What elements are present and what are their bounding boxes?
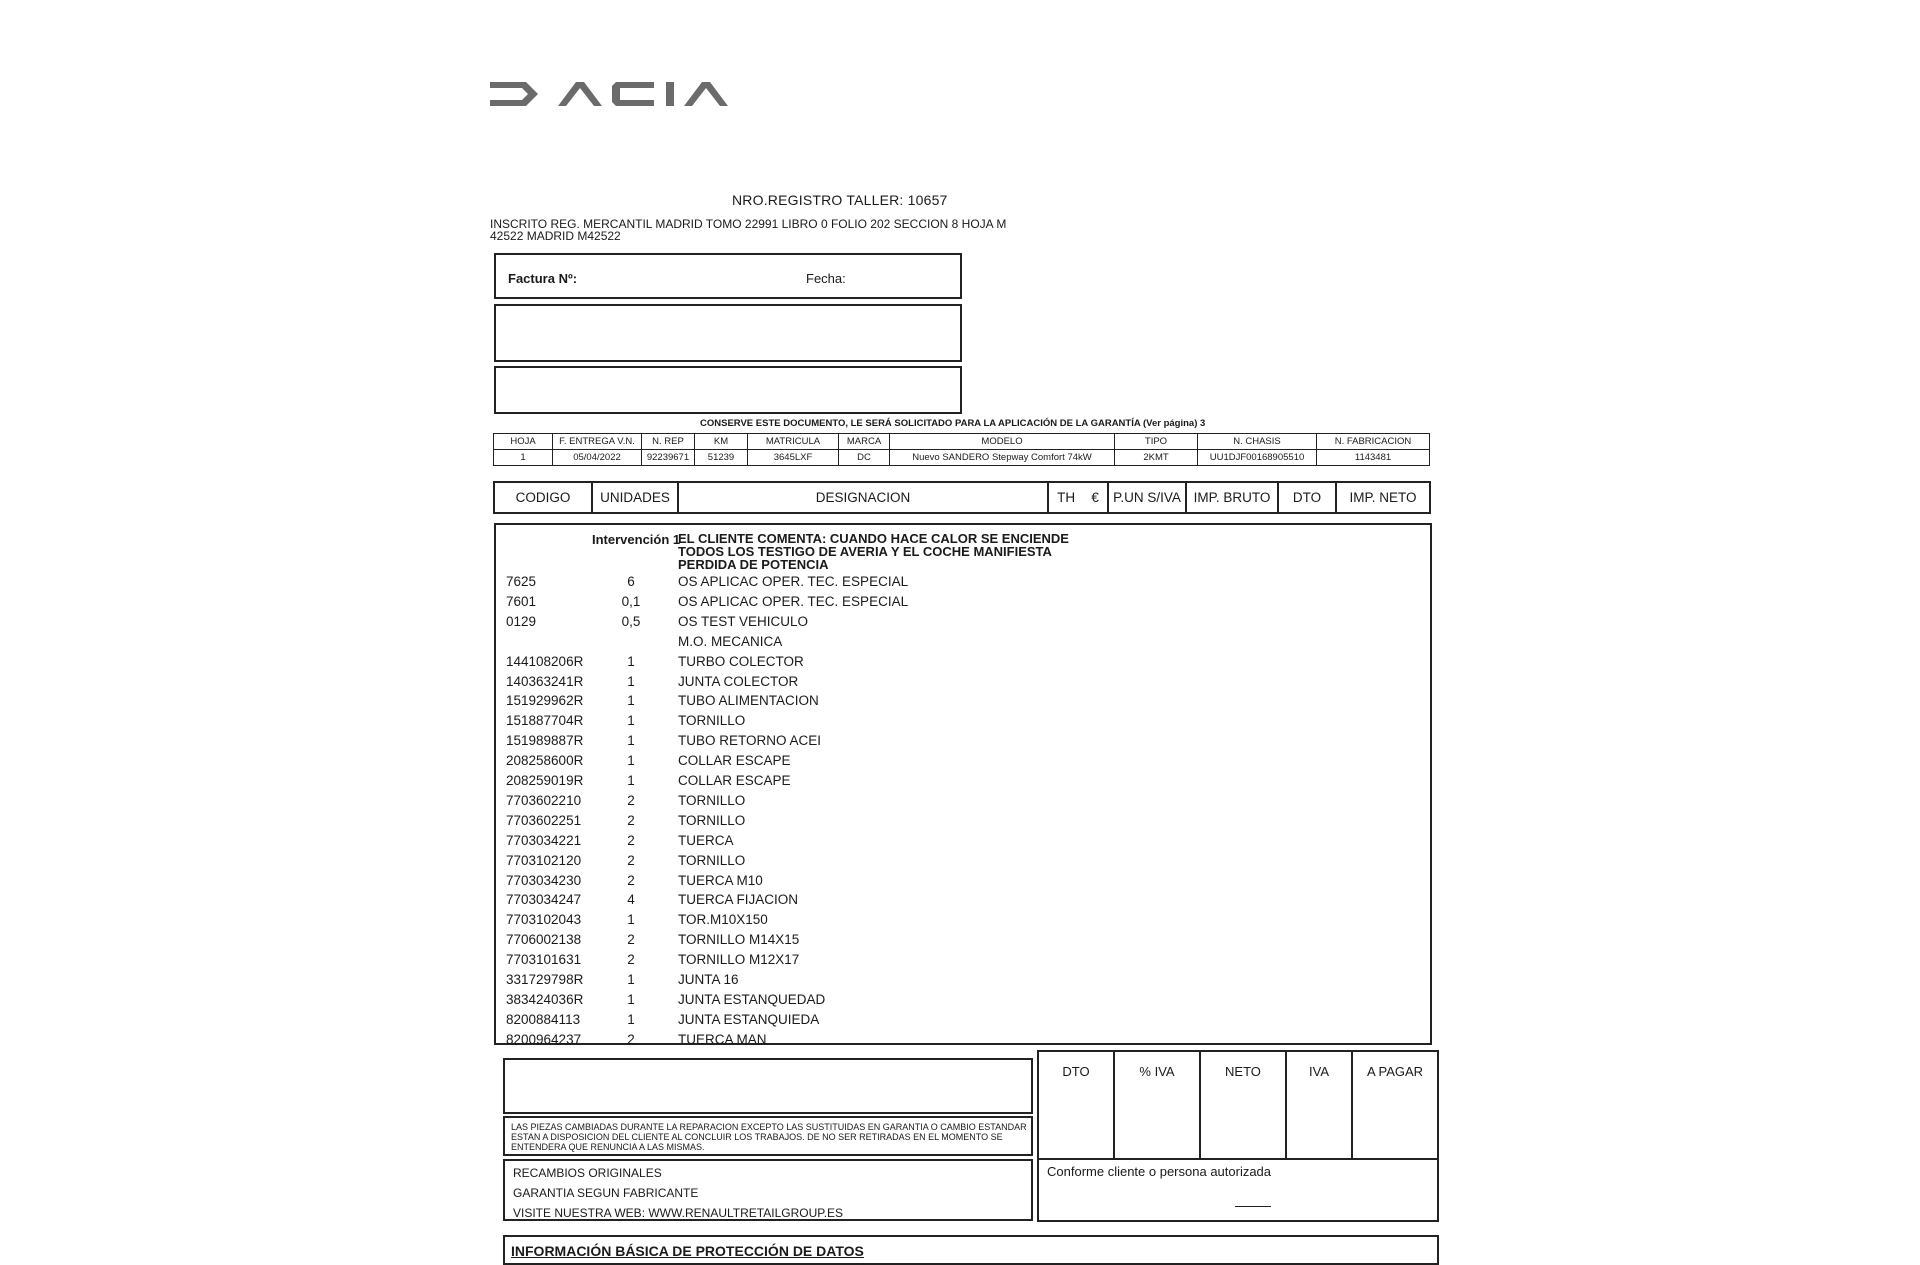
item-desc: JUNTA COLECTOR xyxy=(678,673,799,689)
item-units: 1 xyxy=(627,912,635,928)
signature-line xyxy=(1235,1206,1271,1207)
item-desc: TUERCA M10 xyxy=(678,872,763,888)
item-desc: TORNILLO M12X17 xyxy=(678,952,800,968)
item-units: 0,5 xyxy=(621,613,641,629)
item-row xyxy=(496,692,1430,710)
item-units: 1 xyxy=(627,991,635,1007)
intervencion-label: Intervención 1 xyxy=(592,532,681,547)
vehicle-value-cell: 1 xyxy=(494,450,553,466)
item-row xyxy=(496,971,1430,989)
col-codigo: CODIGO xyxy=(495,483,593,512)
notes-box xyxy=(503,1058,1033,1114)
vehicle-header-cell: TIPO xyxy=(1115,434,1198,450)
item-desc: TORNILLO xyxy=(678,713,746,729)
item-desc: COLLAR ESCAPE xyxy=(678,773,791,788)
item-code: 140363241R xyxy=(506,673,584,689)
item-units: 2 xyxy=(627,832,635,848)
item-code: 7703034230 xyxy=(506,872,582,888)
item-row xyxy=(496,1011,1430,1029)
item-code: 208259019R xyxy=(506,773,584,788)
item-code: 151989887R xyxy=(506,733,584,749)
intervencion-line: PERDIDA DE POTENCIA xyxy=(678,557,829,572)
footer-line: GARANTIA SEGUN FABRICANTE xyxy=(513,1186,699,1200)
proteccion-box xyxy=(503,1235,1439,1265)
client-box xyxy=(494,304,962,362)
intervencion-line: EL CLIENTE COMENTA: CUANDO HACE CALOR SE ENCIENDE xyxy=(678,531,1069,546)
col-th: TH xyxy=(1057,490,1076,505)
intervencion-line: TODOS LOS TESTIGO DE AVERIA Y EL COCHE MANIFIESTA xyxy=(678,544,1052,559)
vehicle-header-cell: N. REP xyxy=(642,434,695,450)
item-desc: OS TEST VEHICULO xyxy=(678,613,809,629)
item-row xyxy=(496,792,1430,810)
conforme-box xyxy=(1037,1160,1439,1222)
col-pun: P.UN S/IVA xyxy=(1109,483,1187,512)
item-desc: TORNILLO xyxy=(678,792,746,808)
item-code: 151887704R xyxy=(506,713,584,729)
item-code: 7703101631 xyxy=(506,952,582,968)
factura-label: Factura Nº: xyxy=(508,271,578,286)
item-row xyxy=(496,951,1430,969)
col-designacion: DESIGNACION xyxy=(679,483,1049,512)
total-a-pagar: A PAGAR xyxy=(1366,1064,1424,1079)
item-desc: TOR.M10X150 xyxy=(678,912,768,928)
item-row xyxy=(496,573,1430,591)
registro-taller: NRO.REGISTRO TALLER: 10657 xyxy=(732,192,948,208)
vehicle-value-cell: 2KMT xyxy=(1115,450,1198,466)
item-desc: JUNTA 16 xyxy=(678,972,739,987)
proteccion-title: INFORMACIÓN BÁSICA DE PROTECCIÓN DE DATOS xyxy=(511,1243,864,1259)
item-row xyxy=(496,931,1430,949)
item-row xyxy=(496,1031,1430,1049)
item-desc: TURBO COLECTOR xyxy=(678,653,804,669)
vehicle-value-cell: 3645LXF xyxy=(748,450,839,466)
total-neto: NETO xyxy=(1201,1052,1287,1158)
vehicle-value-cell: 1143481 xyxy=(1317,450,1430,466)
item-units: 2 xyxy=(627,952,635,968)
item-code: 8200964237 xyxy=(506,1031,582,1047)
item-units: 2 xyxy=(627,852,635,868)
item-units: 1 xyxy=(627,773,635,788)
totals-box xyxy=(1037,1050,1439,1160)
conforme-label: Conforme cliente o persona autorizada xyxy=(1047,1164,1272,1179)
item-desc: TUBO ALIMENTACION xyxy=(678,693,819,709)
item-desc: TUERCA xyxy=(678,832,734,848)
vehicle-header-cell: MATRICULA xyxy=(748,434,839,450)
col-th-euro xyxy=(1049,483,1109,512)
item-desc: TORNILLO M14X15 xyxy=(678,932,800,948)
col-dto: DTO xyxy=(1279,483,1337,512)
item-desc: TUERCA FIJACION xyxy=(678,892,799,908)
item-desc: TORNILLO xyxy=(678,852,746,868)
vehicle-table xyxy=(493,433,1430,466)
item-row xyxy=(496,712,1430,730)
item-units: 4 xyxy=(627,892,635,908)
vehicle-header-cell: MARCA xyxy=(839,434,890,450)
vehicle-value-cell: DC xyxy=(839,450,890,466)
item-code: 7703602251 xyxy=(506,812,582,828)
fecha-label: Fecha: xyxy=(806,271,846,286)
footer-box xyxy=(503,1159,1033,1221)
vehicle-header-cell: KM xyxy=(695,434,748,450)
col-unidades: UNIDADES xyxy=(593,483,679,512)
total-iva: IVA xyxy=(1287,1052,1353,1158)
item-units: 2 xyxy=(627,872,635,888)
item-code: 208258600R xyxy=(506,753,584,769)
item-row xyxy=(496,872,1430,890)
item-units: 2 xyxy=(627,792,635,808)
item-units: 1 xyxy=(627,693,635,709)
item-desc: TORNILLO xyxy=(678,812,746,828)
item-row xyxy=(496,752,1430,770)
item-units: 2 xyxy=(627,1031,635,1047)
item-code: 7703102043 xyxy=(506,912,582,928)
piezas-box xyxy=(503,1116,1033,1156)
item-row xyxy=(496,613,1430,631)
footer-line: RECAMBIOS ORIGINALES xyxy=(513,1166,662,1180)
vehicle-value-cell: UU1DJF00168905510 xyxy=(1198,450,1317,466)
vehicle-header-cell: N. CHASIS xyxy=(1198,434,1317,450)
item-desc: OS APLICAC OPER. TEC. ESPECIAL xyxy=(678,593,909,609)
item-row xyxy=(496,732,1430,750)
item-row xyxy=(496,673,1430,691)
item-code: 7703602210 xyxy=(506,792,582,808)
vehicle-header-cell: HOJA xyxy=(494,434,553,450)
item-row xyxy=(496,633,1430,651)
item-desc: COLLAR ESCAPE xyxy=(678,753,791,769)
items-column-header xyxy=(493,481,1431,514)
item-row xyxy=(496,991,1430,1009)
item-units: 1 xyxy=(627,753,635,769)
item-units: 1 xyxy=(627,733,635,749)
registro-mercantil: INSCRITO REG. MERCANTIL MADRID TOMO 22991 LIBRO 0 FOLIO 202 SECCION 8 HOJA M 42522 MADRID M42522 xyxy=(490,217,1007,243)
item-code: 7625 xyxy=(506,574,537,589)
item-code: 144108206R xyxy=(506,653,584,669)
item-units: 1 xyxy=(627,1011,635,1027)
piezas-note: LAS PIEZAS CAMBIADAS DURANTE LA REPARACION EXCEPTO LAS SUSTITUIDAS EN GARANTIA O CAMBIO ESTANDAR ESTAN A DISPOSICION DEL CLIENTE AL CONCLUIR LOS TRABAJOS. DE NO SER RETIRADAS EN EL MOMENTO SE ENTENDERA QUE RENUNCIA A LAS MISMAS. xyxy=(511,1122,1027,1152)
item-row xyxy=(496,812,1430,830)
item-desc: TUBO RETORNO ACEI xyxy=(678,733,822,749)
vehicle-header-cell: N. FABRICACION xyxy=(1317,434,1430,450)
item-code: 7703102120 xyxy=(506,852,582,868)
item-units: 6 xyxy=(627,574,635,589)
item-units: 1 xyxy=(627,653,635,669)
vehicle-value-cell: 92239671 xyxy=(642,450,695,466)
item-units: 2 xyxy=(627,932,635,948)
item-units: 2 xyxy=(627,812,635,828)
item-code: 7601 xyxy=(506,593,537,609)
col-euro: € xyxy=(1091,490,1099,505)
item-code: 151929962R xyxy=(506,693,584,709)
item-code: 331729798R xyxy=(506,972,584,987)
vehicle-value-cell: 05/04/2022 xyxy=(553,450,642,466)
vehicle-value-cell: Nuevo SANDERO Stepway Comfort 74kW xyxy=(890,450,1115,466)
item-row xyxy=(496,852,1430,870)
total-pct-iva: % IVA xyxy=(1115,1052,1201,1158)
address-box xyxy=(494,366,962,414)
dacia-logo xyxy=(488,78,728,110)
item-units: 0,1 xyxy=(621,593,641,609)
item-code: 7703034221 xyxy=(506,832,582,848)
item-row xyxy=(496,911,1430,929)
item-desc: TUERCA MAN xyxy=(678,1031,767,1047)
item-code: 7703034247 xyxy=(506,892,582,908)
item-row xyxy=(496,653,1430,671)
vehicle-value-row xyxy=(494,450,1430,466)
total-dto: DTO xyxy=(1039,1052,1115,1158)
intervencion-text xyxy=(678,532,1069,571)
factura-box xyxy=(494,253,962,299)
item-row xyxy=(496,832,1430,850)
vehicle-header-row xyxy=(494,434,1430,450)
item-units: 1 xyxy=(627,972,635,987)
vehicle-header-cell: MODELO xyxy=(890,434,1115,450)
footer-line: VISITE NUESTRA WEB: WWW.RENAULTRETAILGROUP.ES xyxy=(513,1206,844,1220)
item-desc: JUNTA ESTANQUIEDA xyxy=(678,1011,820,1027)
item-row xyxy=(496,891,1430,909)
item-code: 7706002138 xyxy=(506,932,582,948)
item-desc: M.O. MECANICA xyxy=(678,633,783,649)
item-row xyxy=(496,772,1430,790)
item-desc: JUNTA ESTANQUEDAD xyxy=(678,991,826,1007)
conserve-notice: CONSERVE ESTE DOCUMENTO, LE SERÁ SOLICITADO PARA LA APLICACIÓN DE LA GARANTÍA (Ver página) 3 xyxy=(700,418,1206,429)
item-code: 8200884113 xyxy=(506,1011,581,1027)
item-row xyxy=(496,593,1430,611)
item-code: 0129 xyxy=(506,613,537,629)
item-code: 383424036R xyxy=(506,991,584,1007)
items-box xyxy=(494,523,1432,1045)
item-units: 1 xyxy=(627,713,635,729)
col-imp-neto: IMP. NETO xyxy=(1349,490,1417,505)
col-imp-bruto: IMP. BRUTO xyxy=(1187,483,1279,512)
vehicle-value-cell: 51239 xyxy=(695,450,748,466)
item-units: 1 xyxy=(627,673,635,689)
vehicle-header-cell: F. ENTREGA V.N. xyxy=(553,434,642,450)
item-desc: OS APLICAC OPER. TEC. ESPECIAL xyxy=(678,574,909,589)
